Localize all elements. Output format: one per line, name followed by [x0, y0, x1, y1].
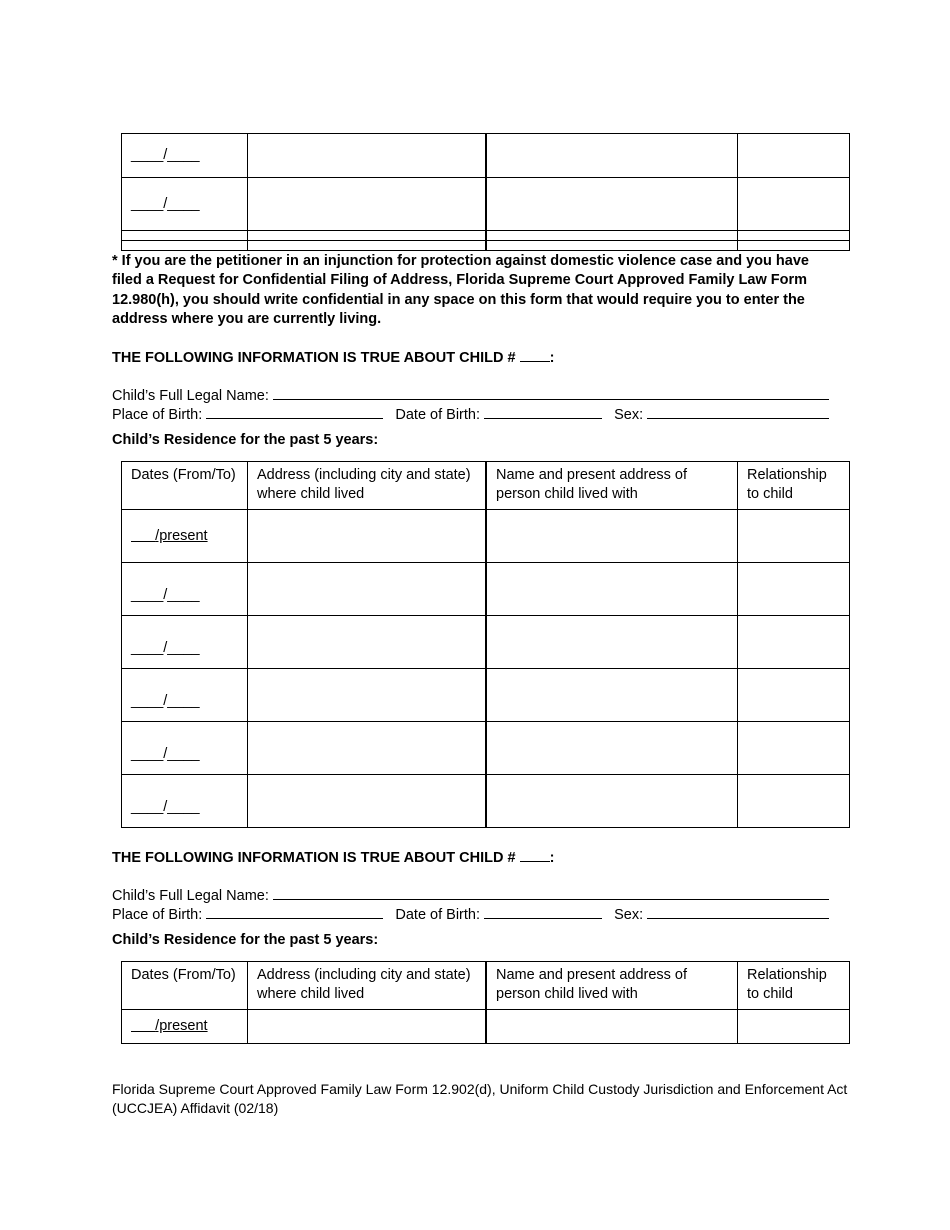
person-cell[interactable]: [486, 669, 738, 722]
full-name-row: [112, 385, 842, 404]
relationship-cell[interactable]: [738, 1010, 850, 1044]
address-cell[interactable]: [248, 510, 487, 563]
residence-table-continued: [121, 133, 850, 251]
person-cell[interactable]: [486, 231, 738, 241]
birth-row: [112, 404, 852, 423]
person-cell[interactable]: [486, 722, 738, 775]
relationship-cell[interactable]: [738, 563, 850, 616]
address-cell[interactable]: [248, 1010, 487, 1044]
child-heading-text: THE FOLLOWING INFORMATION IS TRUE ABOUT CHILD #: [112, 850, 516, 866]
table-row: [122, 722, 850, 775]
residence-heading: Child’s Residence for the past 5 years:: [112, 432, 379, 448]
dates-cell[interactable]: [122, 241, 248, 251]
dates-cell[interactable]: [122, 510, 248, 563]
child-number-field[interactable]: [520, 847, 550, 862]
sex-label: Sex:: [614, 407, 644, 423]
form-footer: Florida Supreme Court Approved Family Law Form 12.902(d), Uniform Child Custody Jurisdiction and Enforcement Act (UCCJEA) Affidavit (02/18): [112, 1081, 848, 1116]
dates-cell[interactable]: ____/____: [122, 134, 248, 178]
table-row: [122, 563, 850, 616]
relationship-cell[interactable]: [738, 178, 850, 231]
address-cell[interactable]: [248, 669, 487, 722]
relationship-cell[interactable]: [738, 231, 850, 241]
table-row: [122, 775, 850, 828]
table-row: [122, 1010, 850, 1044]
relationship-cell[interactable]: [738, 510, 850, 563]
dates-cell[interactable]: [122, 1010, 248, 1044]
residence-heading: Child’s Residence for the past 5 years:: [112, 932, 379, 948]
table-row: [122, 510, 850, 563]
address-cell[interactable]: [248, 134, 487, 178]
person-cell[interactable]: [486, 134, 738, 178]
full-name-label: Child’s Full Legal Name:: [112, 888, 269, 904]
place-of-birth-field[interactable]: [206, 904, 383, 919]
address-cell[interactable]: [248, 775, 487, 828]
address-cell[interactable]: [248, 722, 487, 775]
column-header-dates: Dates (From/To): [122, 962, 248, 1010]
address-cell[interactable]: [248, 616, 487, 669]
relationship-cell[interactable]: [738, 241, 850, 251]
child-heading: [112, 847, 554, 866]
column-header-dates: Dates (From/To): [122, 462, 248, 510]
person-cell[interactable]: [486, 510, 738, 563]
sex-label: Sex:: [614, 907, 644, 923]
column-header-relationship: Relationship to child: [738, 462, 850, 510]
place-of-birth-label: Place of Birth:: [112, 407, 203, 423]
column-header-person: Name and present address of person child lived with: [486, 962, 738, 1010]
place-of-birth-label: Place of Birth:: [112, 907, 203, 923]
table-row: [122, 178, 850, 231]
heading-colon: :: [549, 350, 555, 366]
table-row: [122, 241, 850, 251]
column-header-person: Name and present address of person child lived with: [486, 462, 738, 510]
relationship-cell[interactable]: [738, 134, 850, 178]
address-cell[interactable]: [248, 231, 487, 241]
table-header-row: [122, 962, 850, 1010]
dates-cell[interactable]: ____/____: [122, 775, 248, 828]
person-cell[interactable]: [486, 1010, 738, 1044]
table-header-row: [122, 462, 850, 510]
present-label: /present: [155, 527, 208, 544]
table-row: [122, 669, 850, 722]
column-header-address: Address (including city and state) where child lived: [248, 462, 487, 510]
full-name-label: Child’s Full Legal Name:: [112, 388, 269, 404]
dates-cell[interactable]: ____/____: [122, 178, 248, 231]
child-heading: [112, 347, 554, 366]
column-header-address: Address (including city and state) where child lived: [248, 962, 487, 1010]
dates-cell[interactable]: [122, 231, 248, 241]
place-of-birth-field[interactable]: [206, 404, 383, 419]
residence-table: [121, 461, 850, 828]
dates-cell[interactable]: ____/____: [122, 563, 248, 616]
full-name-row: [112, 885, 842, 904]
date-of-birth-field[interactable]: [484, 904, 602, 919]
sex-field[interactable]: [647, 904, 829, 919]
person-cell[interactable]: [486, 775, 738, 828]
relationship-cell[interactable]: [738, 669, 850, 722]
dates-cell[interactable]: ____/____: [122, 669, 248, 722]
person-cell[interactable]: [486, 178, 738, 231]
child-heading-text: THE FOLLOWING INFORMATION IS TRUE ABOUT CHILD #: [112, 350, 516, 366]
full-name-field[interactable]: [273, 385, 829, 400]
sex-field[interactable]: [647, 404, 829, 419]
dates-cell[interactable]: ____/____: [122, 722, 248, 775]
table-row: [122, 231, 850, 241]
person-cell[interactable]: [486, 563, 738, 616]
relationship-cell[interactable]: [738, 722, 850, 775]
address-cell[interactable]: [248, 241, 487, 251]
column-header-relationship: Relationship to child: [738, 962, 850, 1010]
person-cell[interactable]: [486, 241, 738, 251]
table-row: [122, 616, 850, 669]
dates-cell[interactable]: ____/____: [122, 616, 248, 669]
date-of-birth-field[interactable]: [484, 404, 602, 419]
relationship-cell[interactable]: [738, 616, 850, 669]
confidential-address-note: * If you are the petitioner in an injunction for protection against domestic violence case and you have filed a Request for Confidential Filing of Address, Florida Supreme Court Approved Family Law Form 12.980(h), you should write confidential in any space on this form that would require you to enter the address where you are currently living.: [112, 253, 809, 327]
full-name-field[interactable]: [273, 885, 829, 900]
address-cell[interactable]: [248, 178, 487, 231]
relationship-cell[interactable]: [738, 775, 850, 828]
birth-row: [112, 904, 852, 923]
person-cell[interactable]: [486, 616, 738, 669]
child-number-field[interactable]: [520, 347, 550, 362]
table-row: [122, 134, 850, 178]
heading-colon: :: [549, 850, 555, 866]
address-cell[interactable]: [248, 563, 487, 616]
blank-from: [131, 528, 155, 544]
residence-table: [121, 961, 850, 1044]
date-of-birth-label: Date of Birth:: [395, 907, 481, 923]
present-label: /present: [155, 1018, 208, 1034]
blank-from: [131, 1018, 155, 1034]
date-of-birth-label: Date of Birth:: [395, 407, 481, 423]
